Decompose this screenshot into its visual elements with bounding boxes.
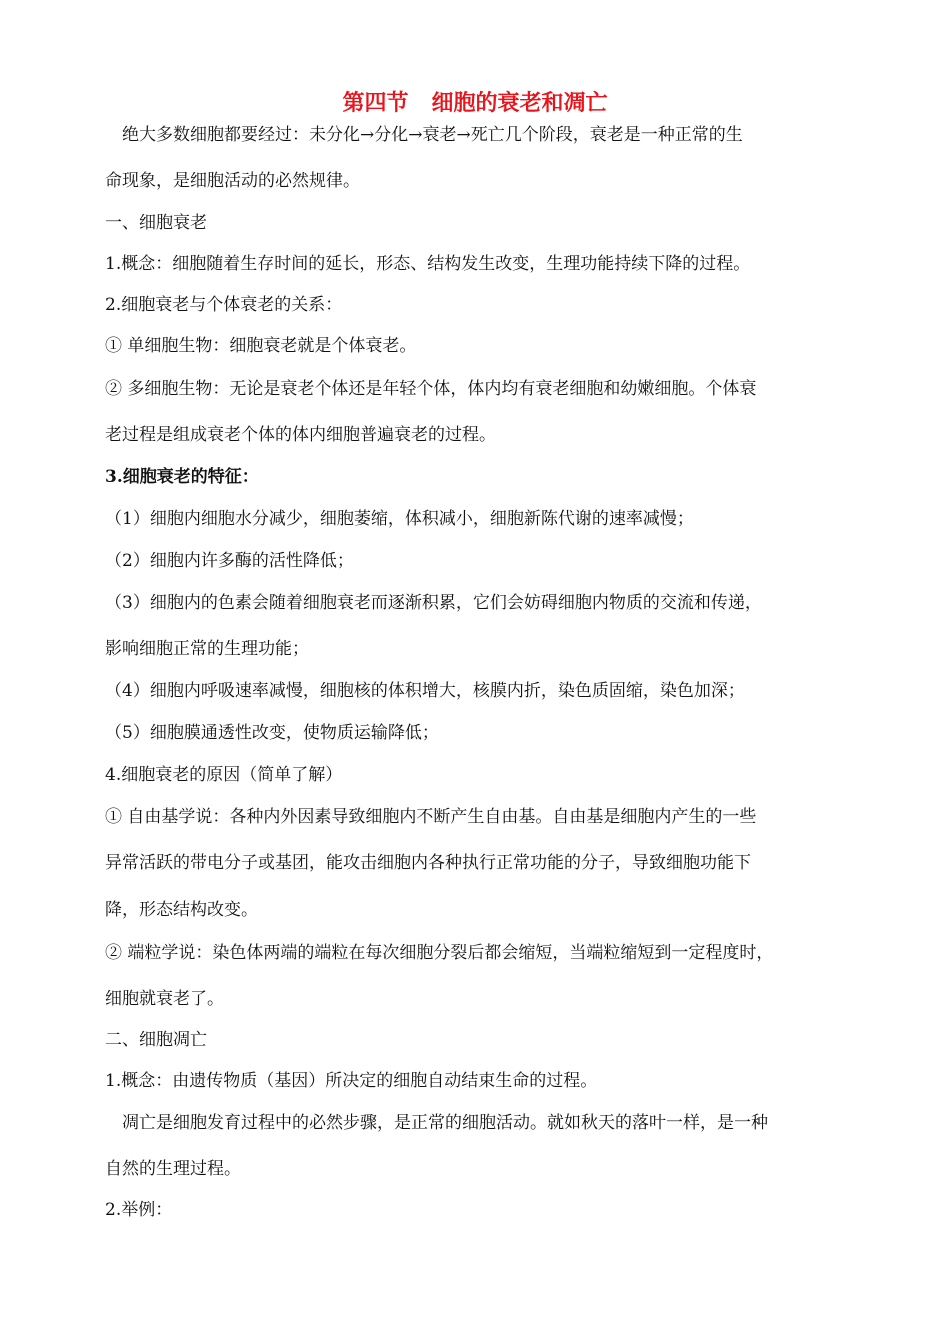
- apoptosis-desc-line-1: 凋亡是细胞发育过程中的必然步骤，是正常的细胞活动。就如秋天的落叶一样，是一种: [105, 1113, 768, 1133]
- relation-item-1: ① 单细胞生物：细胞衰老就是个体衰老。: [105, 336, 417, 356]
- intro-line-2: 命现象，是细胞活动的必然规律。: [105, 171, 360, 191]
- free-radical-line-3: 降，形态结构改变。: [105, 900, 258, 920]
- aging-relation-heading: 2.细胞衰老与个体衰老的关系：: [105, 295, 343, 315]
- feature-3-line-2: 影响细胞正常的生理功能；: [105, 639, 309, 659]
- aging-causes-heading: 4.细胞衰老的原因（简单了解）: [105, 765, 343, 785]
- relation-item-2-line-2: 老过程是组成衰老个体的体内细胞普遍衰老的过程。: [105, 425, 496, 445]
- feature-5: （5）细胞膜通透性改变，使物质运输降低；: [105, 723, 439, 743]
- feature-2: （2）细胞内许多酶的活性降低；: [105, 551, 354, 571]
- free-radical-line-1: ① 自由基学说：各种内外因素导致细胞内不断产生自由基。自由基是细胞内产生的一些: [105, 807, 757, 827]
- apoptosis-desc-line-2: 自然的生理过程。: [105, 1159, 241, 1179]
- feature-3-line-1: （3）细胞内的色素会随着细胞衰老而逐渐积累，它们会妨碍细胞内物质的交流和传递，: [105, 593, 762, 613]
- feature-4: （4）细胞内呼吸速率减慢，细胞核的体积增大，核膜内折，染色质固缩，染色加深；: [105, 681, 745, 701]
- heading-cell-aging: 一、细胞衰老: [105, 213, 207, 233]
- telomere-line-2: 细胞就衰老了。: [105, 989, 224, 1009]
- feature-1: （1）细胞内细胞水分减少，细胞萎缩，体积减小，细胞新陈代谢的速率减慢；: [105, 509, 694, 529]
- telomere-line-1: ② 端粒学说：染色体两端的端粒在每次细胞分裂后都会缩短，当端粒缩短到一定程度时，: [105, 943, 774, 963]
- relation-item-2-line-1: ② 多细胞生物：无论是衰老个体还是年轻个体，体内均有衰老细胞和幼嫩细胞。个体衰: [105, 379, 757, 399]
- section-title: 第四节 细胞的衰老和凋亡: [342, 91, 608, 116]
- aging-concept: 1.概念：细胞随着生存时间的延长，形态、结构发生改变，生理功能持续下降的过程。: [105, 254, 751, 274]
- intro-line-1: 绝大多数细胞都要经过：未分化→分化→衰老→死亡几个阶段，衰老是一种正常的生: [105, 125, 743, 145]
- examples-heading: 2.举例：: [105, 1200, 173, 1220]
- apoptosis-concept: 1.概念：由遗传物质（基因）所决定的细胞自动结束生命的过程。: [105, 1071, 598, 1091]
- heading-apoptosis: 二、细胞凋亡: [105, 1030, 207, 1050]
- aging-features-heading: 3.细胞衰老的特征：: [105, 467, 259, 487]
- free-radical-line-2: 异常活跃的带电分子或基团，能攻击细胞内各种执行正常功能的分子，导致细胞功能下: [105, 853, 751, 873]
